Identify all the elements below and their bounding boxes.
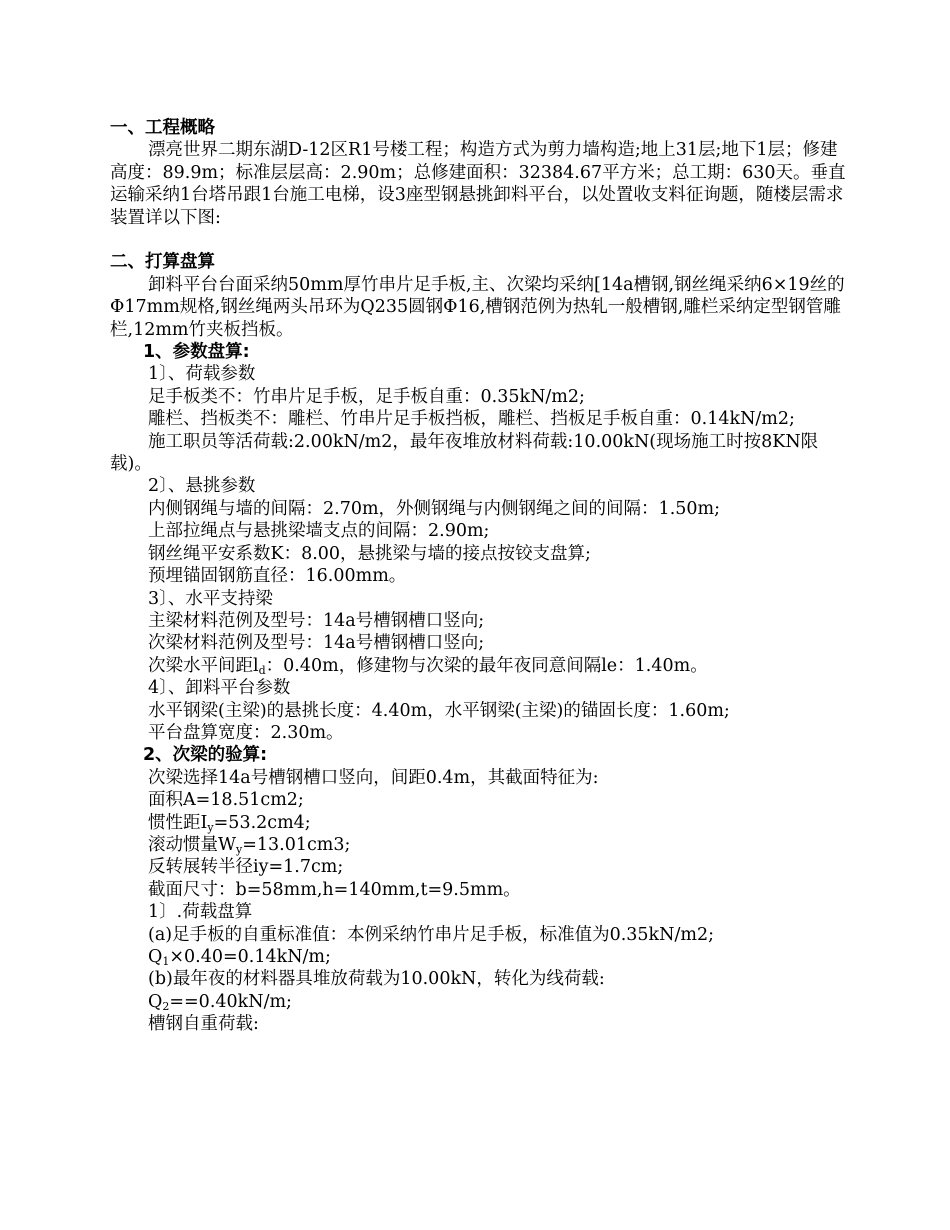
indented-line: 2〕、悬挑参数 xyxy=(148,476,256,497)
subscript: y xyxy=(236,842,243,856)
blank-line xyxy=(110,229,850,251)
paragraph: 施工职员等活荷载:2.00kN/m2，最年夜堆放材料荷载:10.00kN(现场施工时按8KN限载)。 xyxy=(110,431,819,475)
text-segment: ：0.40m，修建物与次梁的最年夜同意间隔le：1.40m。 xyxy=(265,655,708,676)
subscript: 1 xyxy=(162,955,170,969)
indented-line: (b)最年夜的材料器具堆放荷载为10.00kN，转化为线荷载: xyxy=(148,969,605,990)
indented-line: 钢丝绳平安系数K：8.00，悬挑梁与墙的接点按铰支盘算; xyxy=(148,543,591,564)
indented-line xyxy=(110,834,850,856)
text-segment: =13.01cm3; xyxy=(242,834,351,855)
paragraph: 雕栏、挡板类不：雕栏、竹串片足手板挡板，雕栏、挡板足手板自重：0.14kN/m2; xyxy=(148,409,795,430)
indented-line: 预埋锚固钢筋直径：16.00mm。 xyxy=(148,566,407,587)
indented-line: 水平钢梁(主梁)的悬挑长度：4.40m，水平钢梁(主梁)的锚固长度：1.60m; xyxy=(148,700,730,721)
subsection-heading: 1、参数盘算: xyxy=(143,342,250,363)
indented-line: 平台盘算宽度：2.30m。 xyxy=(148,722,344,743)
indented-line: 1〕、荷载参数 xyxy=(148,364,256,385)
indented-line xyxy=(110,946,850,968)
indented-line xyxy=(110,655,850,677)
subscript: 2 xyxy=(162,999,170,1013)
subscript: y xyxy=(207,820,214,834)
text-segment: 惯性距I xyxy=(148,812,208,833)
indented-line: 主梁材料范例及型号：14a号槽钢槽口竖向; xyxy=(148,610,485,631)
document-body xyxy=(110,117,850,1036)
indented-line: 截面尺寸：b=58mm,h=140mm,t=9.5mm。 xyxy=(148,879,521,900)
text-segment: Q xyxy=(148,947,163,968)
text-segment: =53.2cm4; xyxy=(213,812,311,833)
paragraph: 卸料平台台面采纳50mm厚竹串片足手板,主、次梁均采纳[14a槽钢,钢丝绳采纳6×19丝的Φ17mm规格,钢丝绳两头吊环为Q235圆钢Φ16,槽钢范例为热轧一般槽钢,雕栏采纳定型钢管雕栏,12mm竹夹板挡板。 xyxy=(110,274,845,340)
paragraph: 足手板类不：竹串片足手板，足手板自重：0.35kN/m2; xyxy=(148,386,585,407)
indented-line: 4〕、卸料平台参数 xyxy=(148,678,291,699)
text-segment: 滚动惯量W xyxy=(148,834,236,855)
indented-line: 槽钢自重荷载: xyxy=(148,1014,259,1035)
subsection-heading: 2、次梁的验算: xyxy=(143,745,268,766)
paragraph: 漂亮世界二期东湖D-12区R1号楼工程；构造方式为剪力墙构造;地上31层;地下1层；修建高度：89.9m；标准层层高：2.90m；总修建面积：32384.67平方米；总工期：630天。垂直运输采纳1台塔吊跟1台施工电梯，设3座型钢悬挑卸料平台，以处置收支料征询题，随楼层需求装置详以下图: xyxy=(110,140,846,228)
indented-line: 3〕、水平支持梁 xyxy=(148,588,273,609)
indented-line xyxy=(110,812,850,834)
section-heading: 一、工程概略 xyxy=(110,118,215,138)
indented-line: 次梁选择14a号槽钢槽口竖向，间距0.4m，其截面特征为: xyxy=(148,767,599,788)
text-segment: Q xyxy=(148,991,163,1012)
indented-line: 次梁材料范例及型号：14a号槽钢槽口竖向; xyxy=(148,633,485,654)
indented-line xyxy=(110,991,850,1013)
indented-line: (a)足手板的自重标准值：本例采纳竹串片足手板，标准值为0.35kN/m2; xyxy=(148,924,714,945)
text-segment: ×0.40=0.14kN/m; xyxy=(169,947,331,968)
subscript: d xyxy=(258,663,266,677)
indented-line: 1〕.荷载盘算 xyxy=(148,902,253,923)
indented-line: 上部拉绳点与悬挑梁墙支点的间隔：2.90m; xyxy=(148,521,490,542)
indented-line: 内侧钢绳与墙的间隔：2.70m，外侧钢绳与内侧钢绳之间的间隔：1.50m; xyxy=(148,498,721,519)
text-segment: ==0.40kN/m; xyxy=(169,991,292,1012)
indented-line: 反转展转半径iy=1.7cm; xyxy=(148,857,344,878)
section-heading: 二、打算盘算 xyxy=(110,252,215,273)
indented-line: 面积A=18.51cm2; xyxy=(148,790,304,811)
text-segment: 次梁水平间距l xyxy=(148,655,259,676)
